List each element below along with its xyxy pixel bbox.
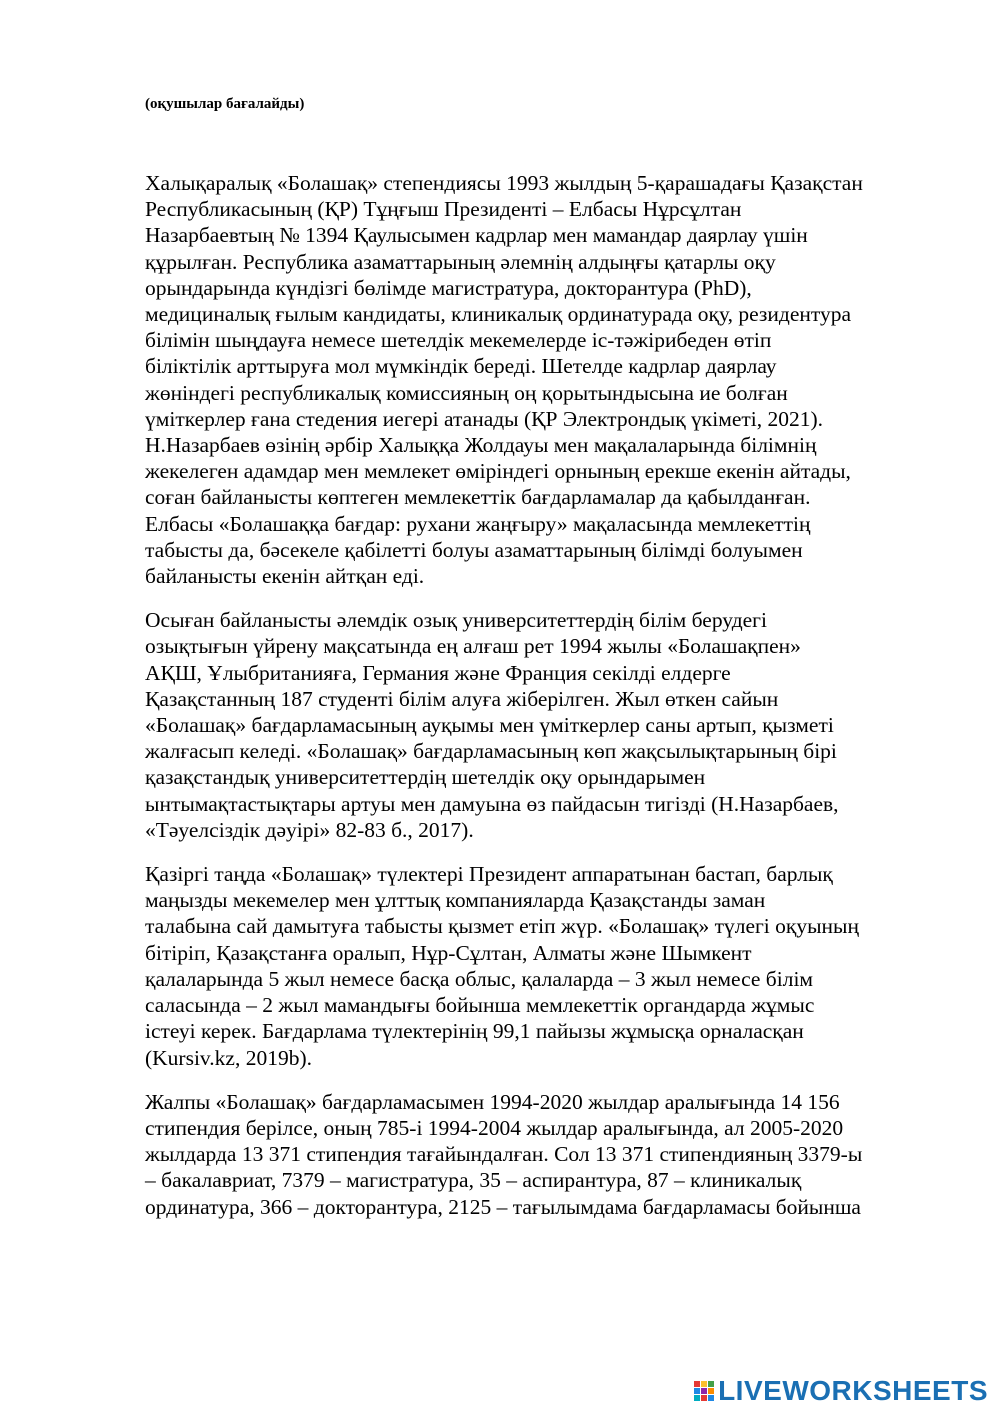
paragraph — [145, 607, 945, 843]
text-line: ынтымақтастықтары артуы мен дамуына өз пайдасын тигізді (Н.Назарбаев, — [145, 791, 839, 816]
text-line: Халықаралық «Болашақ» степендиясы 1993 жылдың 5-қарашадағы Қазақстан — [145, 171, 863, 195]
text-line: АҚШ, Ұлыбританияға, Германия және Франция секілді елдерге — [145, 660, 731, 685]
text-line: саласында – 2 жыл мамандығы бойынша мемлекеттік органдарда жұмыс — [145, 993, 815, 1018]
liveworksheets-logo-icon — [694, 1379, 714, 1403]
text-line: Назарбаевтың № 1394 Қаулысымен кадрлар мен мамандар даярлау үшін — [145, 223, 808, 248]
text-line: Н.Назарбаев өзінің әрбір Халыққа Жолдауы мен мақалаларында білімнің — [145, 433, 817, 458]
text-line: байланысты екенін айтқан еді. — [145, 564, 425, 589]
text-line: білімін шыңдауға немесе шетелдік мекемелерде іс-тәжірибеден өтіп — [145, 328, 772, 353]
text-line: – бакалавриат, 7379 – магистратура, 35 – аспирантура, 87 – клиникалық — [145, 1168, 802, 1193]
text-line: жалғасып келеді. «Болашақ» бағдарламасының көп жақсылықтарының бірі — [145, 739, 837, 764]
text-line: Қазақстанның 187 студенті білім алуға жіберілген. Жыл өткен сайын — [145, 686, 779, 711]
liveworksheets-logo-text: LIVEWORKSHEETS — [718, 1375, 988, 1406]
text-line: бітіріп, Қазақстанға оралып, Нұр-Сұлтан, Алматы және Шымкент — [145, 940, 752, 965]
text-line: жылдарда 13 371 стипендия тағайындалған. Сол 13 371 стипендияның 3379-ы — [145, 1142, 863, 1167]
text-line: Елбасы «Болашаққа бағдар: рухани жаңғыру» мақаласында мемлекеттің — [145, 511, 811, 536]
text-line: орындарында күндізгі бөлімде магистратура, докторантура (PhD), — [145, 275, 752, 300]
text-line: қалаларында 5 жыл немесе басқа облыс, қалаларда – 3 жыл немесе білім — [145, 966, 814, 991]
text-line: үміткерлер ғана стедения иегері атанады (ҚР Электрондық үкіметі, 2021). — [145, 406, 824, 431]
text-line: істеуі керек. Бағдарлама түлектерінің 99,1 пайызы жұмысқа орналасқан — [145, 1019, 804, 1044]
text-line: қазақстандық университеттердің шетелдік оқу орындарымен — [145, 765, 706, 790]
text-line: Қазіргі таңда «Болашақ» түлектері Президент аппаратынан бастап, барлық — [145, 862, 833, 887]
text-line: соған байланысты көптеген мемлекеттік бағдарламалар да қабылданған. — [145, 485, 811, 510]
text-line: маңызды мекемелер мен ұлттық компанияларда Қазақстанды заман — [145, 888, 766, 913]
text-line: Осыған байланысты әлемдік озық университеттердің білім берудегі — [145, 608, 767, 633]
text-line: медициналық ғылым кандидаты, клиникалық ординатурада оқу, резидентура — [145, 302, 852, 327]
text-line: Жалпы «Болашақ» бағдарламасымен 1994-2020 жылдар аралығында 14 156 — [145, 1089, 840, 1114]
text-line: жекелеген адамдар мен мемлекет өміріндегі орнының ерекше екенін айтады, — [145, 459, 851, 484]
text-line: «Тәуелсіздік дәуірі» 82-83 б., 2017). — [145, 817, 474, 842]
paragraph — [145, 1089, 945, 1220]
text-line: «Болашақ» бағдарламасының ауқымы мен үміткерлер саны артып, қызметі — [145, 713, 834, 738]
evaluation-note: (оқушылар бағалайды) — [145, 96, 305, 112]
text-line: құрылған. Республика азаматтарының әлемнің алдыңғы қатарлы оқу — [145, 249, 776, 274]
text-line: біліктілік арттыруға мол мүмкіндік береді. Шетелде кадрлар даярлау — [145, 354, 777, 379]
text-line: табысты да, бәсекеле қабілетті болуы азаматтарының білімді болуымен — [145, 537, 803, 562]
text-line: жөніндегі республикалық комиссияның оң қорытындысына ие болған — [145, 380, 788, 405]
text-line: озықтығын үйрену мақсатында ең алғаш рет 1994 жылы «Болашақпен» — [145, 634, 801, 659]
text-line: талабына сай дамытуға табысты қызмет етіп жүр. «Болашақ» түлегі оқуының — [145, 914, 860, 939]
paragraph — [145, 861, 945, 1071]
liveworksheets-logo — [694, 1376, 988, 1406]
text-line: стипендия берілсе, оның 785-і 1994-2004 жылдар аралығында, ал 2005-2020 — [145, 1115, 844, 1140]
paragraph — [145, 170, 945, 589]
text-line: (Kursiv.kz, 2019b). — [145, 1045, 312, 1070]
text-line: ординатура, 366 – докторантура, 2125 – тағылымдама бағдарламасы бойынша — [145, 1194, 861, 1219]
text-line: Республикасының (ҚР) Тұңғыш Президенті – Елбасы Нұрсұлтан — [145, 197, 742, 222]
document-body — [145, 170, 945, 1238]
